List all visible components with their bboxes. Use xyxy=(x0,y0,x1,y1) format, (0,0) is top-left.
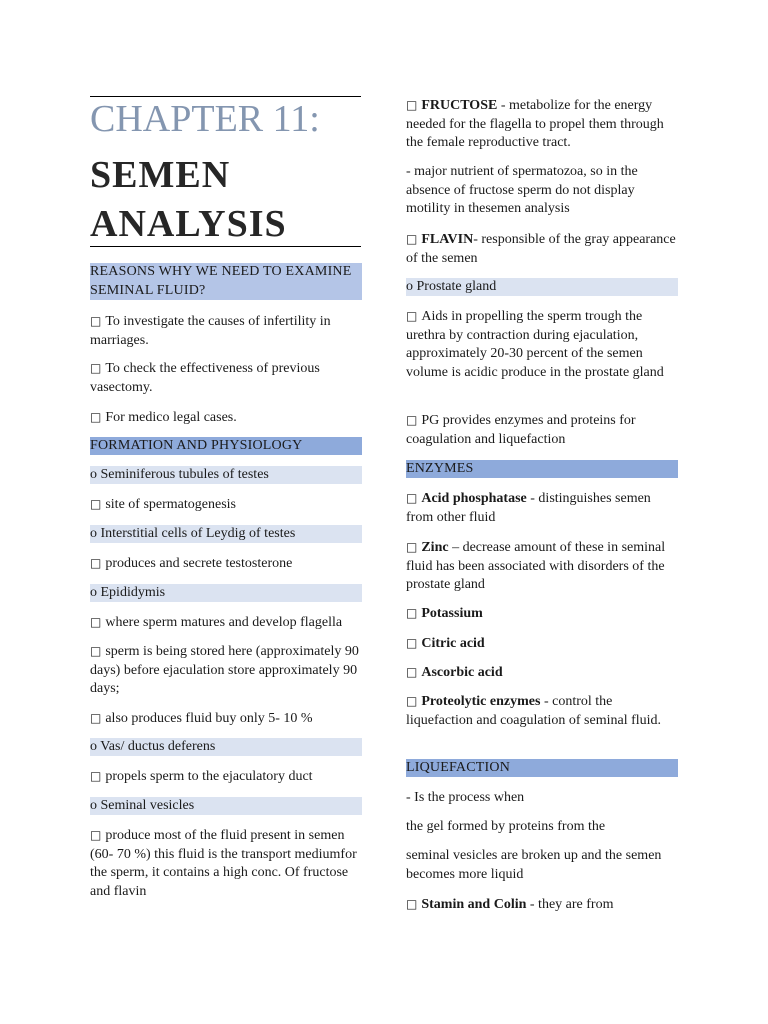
liquefaction-heading: LIQUEFACTION xyxy=(406,759,678,777)
title-bottom-rule xyxy=(90,246,361,247)
chapter-heading: CHAPTER 11: xyxy=(90,98,320,140)
subheading-leydig: o Interstitial cells of Leydig of testes xyxy=(90,525,362,543)
list-item: □ also produces fluid buy only 5- 10 % xyxy=(90,711,313,726)
list-item: □ where sperm matures and develop flagella xyxy=(90,615,343,630)
list-item: □ PG provides enzymes and proteins for coagulation and liquefaction xyxy=(406,413,636,447)
title-line-2: ANALYSIS xyxy=(90,203,287,245)
enzyme-item: □ Potassium xyxy=(406,606,483,621)
liquefaction-line: - Is the process when xyxy=(406,790,525,805)
list-item: □ site of spermatogenesis xyxy=(90,497,236,512)
enzyme-item: □ Citric acid xyxy=(406,636,485,651)
reason-item: □ To investigate the causes of infertility in marriages. xyxy=(90,314,331,348)
reason-item: □ To check the effectiveness of previous vasectomy. xyxy=(90,361,320,395)
list-item: □ produces and secrete testosterone xyxy=(90,556,293,571)
list-item: □ sperm is being stored here (approximately 90 days) before ejaculation store approximately 90 days; xyxy=(90,644,359,697)
list-item: □ Aids in propelling the sperm trough the urethra by contraction during ejaculation, approximately 20-30 percent of the semen volume is acidic produce in the prostate gland xyxy=(406,309,664,380)
subheading-seminiferous: o Seminiferous tubules of testes xyxy=(90,466,362,484)
title-line-1: SEMEN xyxy=(90,154,231,196)
fructose-paragraph: □ FRUCTOSE - metabolize for the energy needed for the flagella to propel them through the female reproductive tract. xyxy=(406,98,664,151)
flavin-paragraph: □ FLAVIN- responsible of the gray appearance of the semen xyxy=(406,232,676,266)
list-item: □ propels sperm to the ejaculatory duct xyxy=(90,769,313,784)
enzymes-heading: ENZYMES xyxy=(406,460,678,478)
liquefaction-line: seminal vesicles are broken up and the semen becomes more liquid xyxy=(406,848,662,882)
reason-item: □ For medico legal cases. xyxy=(90,410,237,425)
enzyme-item: □ Proteolytic enzymes - control the liquefaction and coagulation of seminal fluid. xyxy=(406,694,662,728)
enzyme-item: □ Zinc – decrease amount of these in seminal fluid has been associated with disorders of the prostate gland xyxy=(406,540,666,593)
subheading-epididymis: o Epididymis xyxy=(90,584,362,602)
subheading-vesicles: o Seminal vesicles xyxy=(90,797,362,815)
stamin-paragraph: □ Stamin and Colin - they are from xyxy=(406,897,614,912)
formation-heading: FORMATION AND PHYSIOLOGY xyxy=(90,437,362,455)
nutrient-paragraph: - major nutrient of spermatozoa, so in the absence of fructose sperm do not display motility in thesemen analysis xyxy=(406,164,638,217)
subheading-prostate: o Prostate gland xyxy=(406,278,678,296)
liquefaction-line: the gel formed by proteins from the xyxy=(406,819,606,834)
reasons-heading: REASONS WHY WE NEED TO EXAMINE SEMINAL FLUID? xyxy=(90,263,362,300)
list-item: □ produce most of the fluid present in semen (60- 70 %) this fluid is the transport mediumfor the sperm, it contains a high conc. Of fructose and flavin xyxy=(90,828,357,899)
enzyme-item: □ Ascorbic acid xyxy=(406,665,503,680)
enzyme-item: □ Acid phosphatase - distinguishes semen from other fluid xyxy=(406,491,651,525)
subheading-vas: o Vas/ ductus deferens xyxy=(90,738,362,756)
